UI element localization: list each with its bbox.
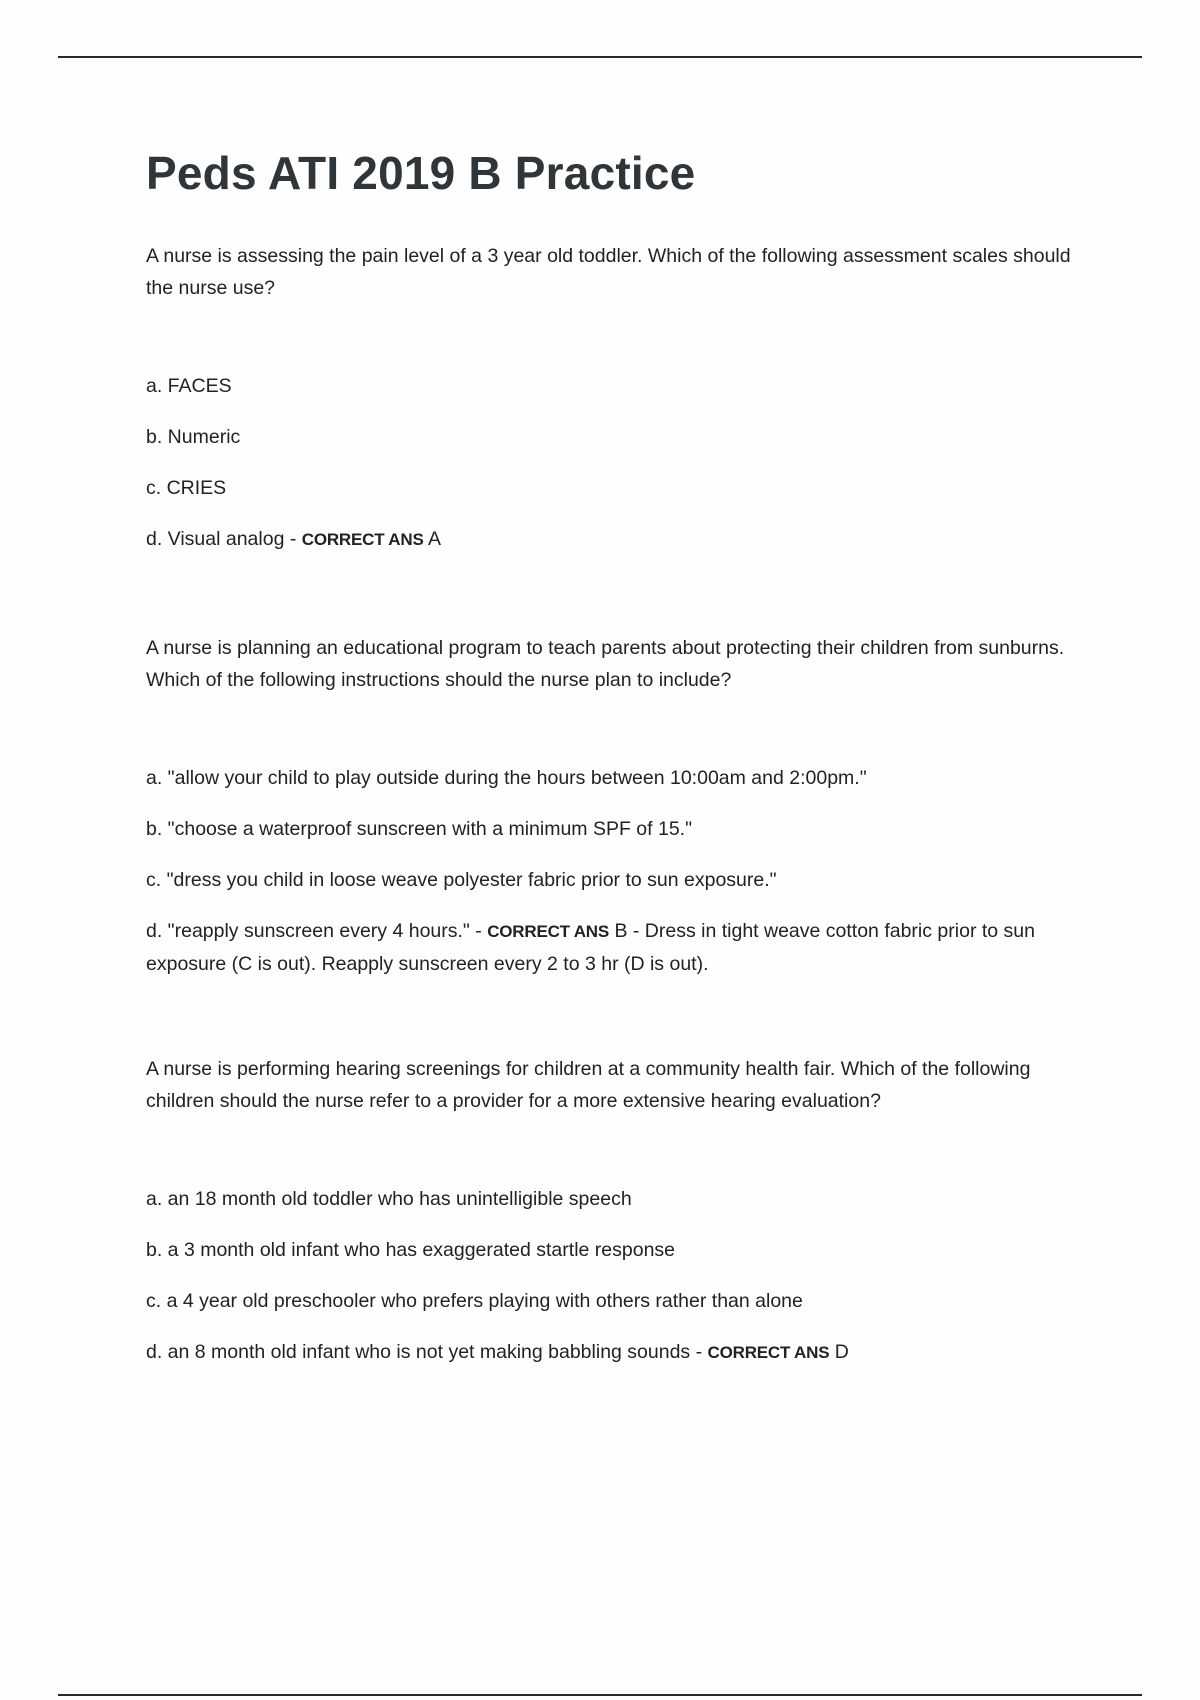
question-stem: A nurse is planning an educational program to teach parents about protecting their children from sunburns. Which of the following instructions should the nurse plan to include? <box>146 637 1065 691</box>
answer-options <box>146 1183 1086 1369</box>
top-divider <box>58 56 1142 58</box>
option-a: a. an 18 month old toddler who has unintelligible speech <box>146 1188 632 1210</box>
option-b: b. a 3 month old infant who has exaggerated startle response <box>146 1239 676 1261</box>
option-d: d. an 8 month old infant who is not yet making babbling sounds - <box>146 1341 703 1363</box>
question-2 <box>146 632 1086 999</box>
correct-answer-label: CORRECT ANS <box>487 922 610 941</box>
document-content <box>146 140 1086 1363</box>
question-stem: A nurse is performing hearing screenings for children at a community health fair. Which of the following children should the nurse refer to a provider for a more extensive hearing evaluation? <box>146 1058 1031 1112</box>
option-a: a. FACES <box>146 375 232 397</box>
option-c: c. CRIES <box>146 477 227 499</box>
option-a: a. "allow your child to play outside during the hours between 10:00am and 2:00pm." <box>146 767 867 789</box>
question-3 <box>146 1053 1086 1388</box>
option-d-with-answer <box>146 915 1086 980</box>
option-d-with-answer <box>146 1336 1086 1369</box>
correct-answer-text: B - Dress in tight weave cotton fabric prior to sun exposure (C is out). Reapply sunscreen every 2 to 3 hr (D is out). <box>146 920 1035 975</box>
correct-answer-label: CORRECT ANS <box>707 1343 830 1362</box>
option-d: d. Visual analog - <box>146 528 297 550</box>
question-1 <box>146 240 1086 575</box>
option-c: c. a 4 year old preschooler who prefers playing with others rather than alone <box>146 1290 803 1312</box>
option-c: c. "dress you child in loose weave polyester fabric prior to sun exposure." <box>146 869 777 891</box>
answer-options <box>146 370 1086 556</box>
question-stem: A nurse is assessing the pain level of a 3 year old toddler. Which of the following assessment scales should the nurse use? <box>146 245 1071 299</box>
option-d: d. "reapply sunscreen every 4 hours." - <box>146 920 482 942</box>
option-b: b. Numeric <box>146 426 241 448</box>
answer-options <box>146 762 1086 980</box>
correct-answer-text: D <box>834 1341 849 1363</box>
bottom-divider <box>58 1694 1142 1696</box>
page-title: Peds ATI 2019 B Practice <box>146 147 696 199</box>
correct-answer-label: CORRECT ANS <box>301 530 424 549</box>
correct-answer-text: A <box>427 528 441 550</box>
option-d-with-answer <box>146 523 1086 556</box>
option-b: b. "choose a waterproof sunscreen with a minimum SPF of 15." <box>146 818 693 840</box>
